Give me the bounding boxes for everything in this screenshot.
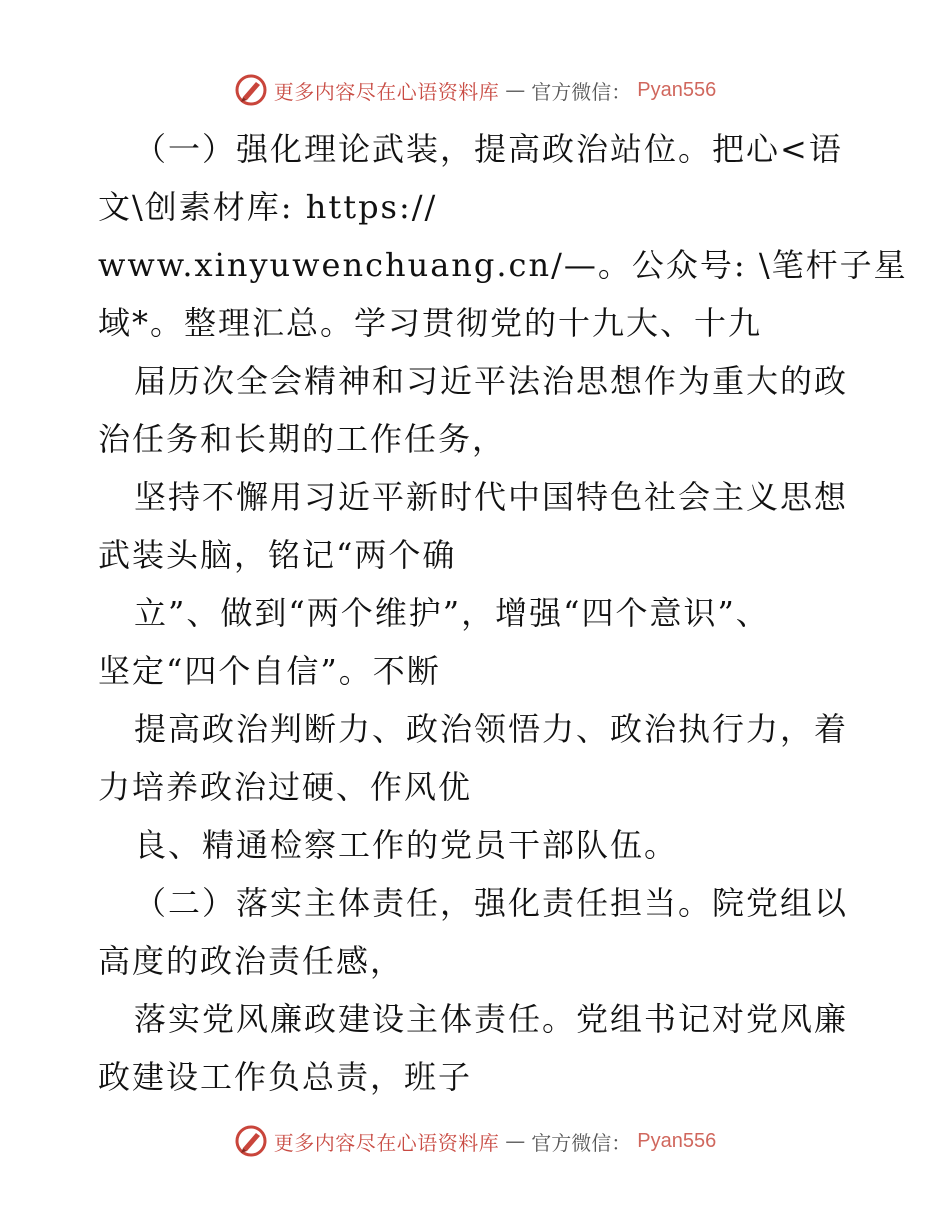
- watermark-wechat-id: Pyan556: [637, 78, 717, 101]
- pen-logo-icon: [234, 1124, 268, 1158]
- watermark-main-text: 更多内容尽在心语资料库: [273, 79, 500, 104]
- text-line: （二）落实主体责任，强化责任担当。院党组以: [134, 884, 849, 922]
- text-line: 文\创素材库: https://: [98, 188, 438, 226]
- text-line: 域*。整理汇总。学习贯彻党的十九大、十九: [98, 304, 763, 342]
- text-line: 高度的政治责任感，: [98, 942, 405, 980]
- text-line: 治任务和长期的工作任务，: [98, 420, 507, 458]
- text-line: 届历次全会精神和习近平法治思想作为重大的政: [134, 362, 849, 400]
- text-line: 政建设工作负总责，班子: [98, 1058, 473, 1096]
- text-line: 落实党风廉政建设主体责任。党组书记对党风廉: [134, 1000, 849, 1038]
- footer-watermark: [0, 1121, 950, 1161]
- text-line: 坚持不懈用习近平新时代中国特色社会主义思想: [134, 478, 849, 516]
- text-line: 武装头脑，铭记“两个确: [98, 536, 457, 574]
- text-line: 坚定“四个自信”。不断: [98, 652, 441, 690]
- watermark-main-text: 更多内容尽在心语资料库: [273, 1130, 500, 1155]
- text-line: （一）强化理论武装，提高政治站位。把心<语: [134, 130, 843, 168]
- text-line: 良、精通检察工作的党员干部队伍。: [134, 826, 679, 864]
- text-line: www.xinyuwenchuang.cn/—。公众号: \笔杆子星: [98, 246, 908, 284]
- header-watermark: [0, 70, 950, 110]
- text-line: 提高政治判断力、政治领悟力、政治执行力，着: [134, 710, 849, 748]
- pen-logo-icon: [234, 73, 268, 107]
- watermark-separator: —: [505, 78, 526, 102]
- watermark-official-label: 官方微信：: [531, 1130, 632, 1155]
- text-line: 力培养政治过硬、作风优: [98, 768, 473, 806]
- watermark-separator: —: [505, 1129, 526, 1153]
- watermark-official-label: 官方微信：: [531, 79, 632, 104]
- document-body: [98, 120, 908, 1106]
- text-line: 立”、做到“两个维护”，增强“四个意识”、: [134, 594, 770, 632]
- watermark-wechat-id: Pyan556: [637, 1129, 717, 1152]
